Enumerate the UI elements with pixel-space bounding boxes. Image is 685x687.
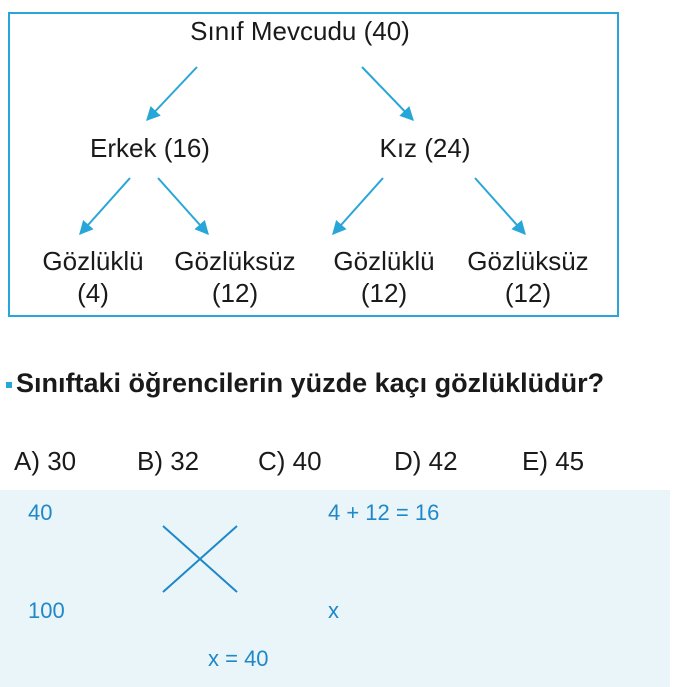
solution-right-bottom: x [328, 598, 339, 623]
leaf-value: (12) [360, 278, 408, 308]
arrow-girl-to-noglasses [475, 178, 525, 234]
leaf-value: (12) [211, 278, 259, 308]
leaf-label: Gözlüklü [333, 246, 435, 276]
leaf-value: (4) [77, 278, 109, 308]
arrow-girl-to-glasses [333, 178, 383, 234]
leaf-label: Gözlüksüz [174, 246, 296, 276]
arrow-root-to-girl [362, 67, 413, 120]
tree-root: Sınıf Mevcudu (40) [190, 16, 410, 46]
option-a[interactable]: A) 30 [14, 446, 77, 476]
option-d[interactable]: D) 42 [394, 446, 458, 476]
tree-leaf-girls-noglasses [453, 245, 603, 309]
leaf-label: Gözlüklü [42, 246, 144, 276]
arrow-root-to-boy [147, 67, 197, 120]
solution-right-top: 4 + 12 = 16 [328, 500, 440, 525]
question-label: Sınıftaki öğrencilerin yüzde kaçı gözlüklüdür? [16, 368, 605, 398]
tree-leaf-boys-noglasses [160, 245, 310, 309]
arrow-boy-to-glasses [80, 178, 130, 234]
leaf-label: Gözlüksüz [467, 246, 589, 276]
tree-node-girls: Kız (24) [379, 133, 471, 163]
tree-node-boys: Erkek (16) [90, 133, 210, 163]
cross-multiplication-icon [157, 520, 247, 600]
solution-result: x = 40 [208, 646, 269, 671]
option-e[interactable]: E) 45 [522, 446, 585, 476]
solution-left-bottom: 100 [28, 598, 65, 623]
option-c[interactable]: C) 40 [258, 446, 322, 476]
answer-options [0, 446, 685, 480]
question-text [6, 368, 604, 399]
solution-left-top: 40 [28, 500, 53, 525]
option-b[interactable]: B) 32 [137, 446, 200, 476]
question-bullet-icon [6, 382, 12, 388]
leaf-value: (12) [504, 278, 552, 308]
arrow-boy-to-noglasses [158, 178, 208, 234]
tree-leaf-girls-glasses [309, 245, 459, 309]
tree-leaf-boys-glasses [18, 245, 168, 309]
